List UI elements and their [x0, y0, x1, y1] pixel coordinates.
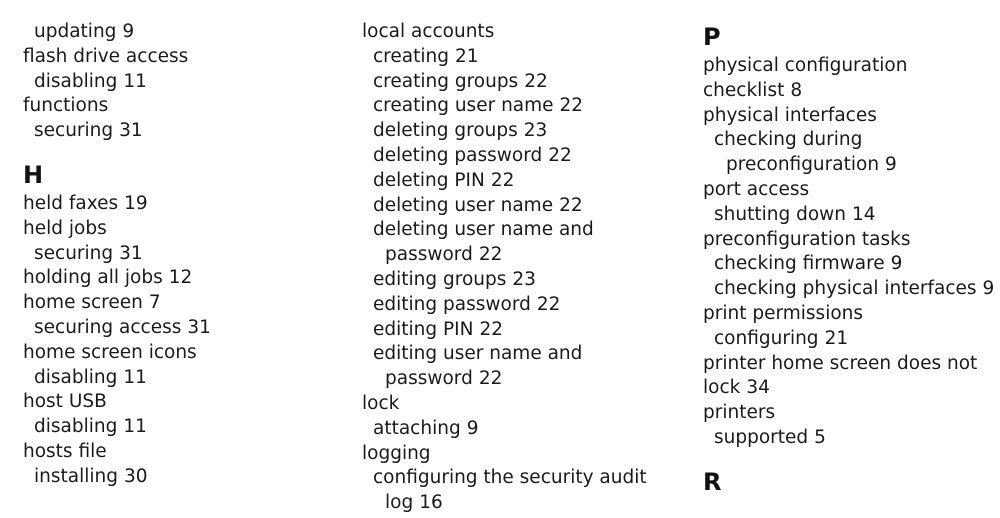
index-entry: log 16 [385, 492, 443, 514]
index-entry: updating 9 [34, 21, 135, 42]
index-entry: home screen 7 [23, 292, 161, 314]
index-entry: checking firmware 9 [714, 253, 903, 275]
index-entry: functions [23, 95, 109, 117]
index-entry: deleting user name and [373, 219, 594, 241]
index-entry: print permissions [703, 302, 864, 324]
index-entry: creating groups 22 [373, 70, 548, 92]
index-entry: printer home screen does not [703, 352, 978, 374]
index-entry: attaching 9 [373, 417, 479, 439]
section-letter-h: H [23, 160, 44, 189]
index-entry: deleting user name 22 [373, 194, 583, 216]
index-entry: disabling 11 [34, 416, 147, 438]
index-entry: flash drive access [23, 45, 189, 67]
index-entry: disabling 11 [34, 366, 147, 388]
index-column-2 [362, 20, 647, 516]
index-column-3 [703, 20, 994, 499]
index-entry: preconfiguration tasks [703, 228, 911, 250]
index-entry: supported 5 [714, 426, 826, 448]
section-letter-p: P [703, 23, 721, 51]
index-entry: editing user name and [373, 343, 583, 365]
index-entry: securing access 31 [34, 316, 211, 338]
index-entry: printers [703, 402, 776, 424]
index-entry: deleting groups 23 [373, 120, 548, 142]
index-entry: password 22 [385, 244, 503, 266]
section-letter-r: R [703, 467, 722, 496]
index-entry: logging [362, 442, 431, 464]
index-entry: editing password 22 [373, 293, 561, 315]
index-entry: securing 31 [34, 242, 143, 264]
index-entry: editing groups 23 [373, 268, 536, 290]
index-entry: configuring the security audit [373, 467, 647, 489]
index-entry: physical configuration [703, 55, 908, 76]
index-entry: host USB [23, 391, 107, 413]
index-entry: lock [362, 392, 400, 414]
index-entry: held faxes 19 [23, 192, 148, 214]
index-entry: securing 31 [34, 120, 143, 142]
index-entry: holding all jobs 12 [23, 267, 193, 289]
index-entry: installing 30 [34, 465, 148, 487]
index-entry: checking during [714, 129, 863, 151]
index-column-1 [23, 20, 211, 490]
index-entry: shutting down 14 [714, 203, 876, 225]
index-entry: local accounts [362, 21, 495, 42]
index-entry: held jobs [23, 217, 107, 239]
index-entry: deleting password 22 [373, 144, 572, 166]
index-entry: home screen icons [23, 341, 197, 363]
index-entry: physical interfaces [703, 104, 877, 126]
index-entry: hosts file [23, 440, 107, 462]
index-entry: port access [703, 178, 810, 200]
index-entry: checking physical interfaces 9 [714, 278, 995, 300]
index-entry: editing PIN 22 [373, 318, 504, 340]
index-entry: creating 21 [373, 45, 479, 67]
index-entry: creating user name 22 [373, 95, 584, 117]
index-entry: disabling 11 [34, 70, 147, 92]
index-entry: password 22 [385, 368, 503, 390]
index-entry: deleting PIN 22 [373, 169, 515, 191]
index-entry: checklist 8 [703, 79, 803, 101]
index-entry: configuring 21 [714, 327, 849, 349]
index-entry: lock 34 [703, 377, 770, 399]
index-entry: preconfiguration 9 [726, 154, 897, 176]
